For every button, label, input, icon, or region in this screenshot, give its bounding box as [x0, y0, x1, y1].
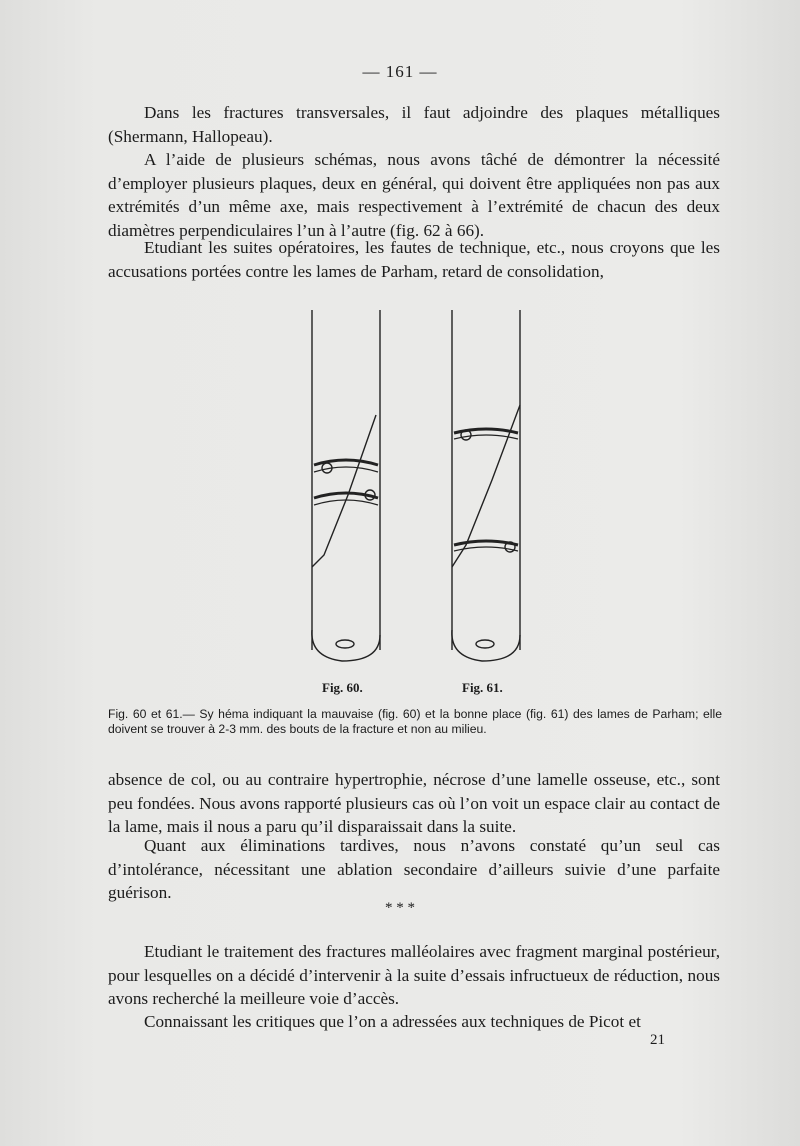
paragraph-3: Etudiant les suites opératoires, les fautes de technique, etc., nous croyons que les accusations portées contre les lames de Parham, retard de consolidation, [108, 238, 720, 281]
paragraph-1: Dans les fractures transversales, il faut adjoindre des plaques métalliques (Shermann, Hallopeau). [108, 103, 720, 146]
bone-fig-60 [312, 310, 380, 661]
signature-number: 21 [650, 1032, 665, 1048]
paragraph-7: Connaissant les critiques que l’on a adressées aux techniques de Picot et [144, 1012, 641, 1031]
figure-caption: Fig. 60 et 61.— Sy héma indiquant la mauvaise (fig. 60) et la bonne place (fig. 61) des lames de Parham; elle doivent se trouver à 2-3 mm. des bouts de la fracture et non au milieu. [108, 707, 722, 736]
page-number: — 161 — [362, 62, 438, 81]
bone-fig-61 [452, 310, 520, 661]
paragraph-2: A l’aide de plusieurs schémas, nous avons tâché de démontrer la nécessité d’employer plusieurs plaques, deux en général, qui doivent être appliquées non pas aux extrémités d’un même axe, mais respectivement à l’extrémité de chacun des deux diamètres perpendiculaires l’un à l’autre (fig. 62 à 66). [108, 150, 720, 240]
figure-label-60: Fig. 60. [322, 680, 363, 695]
figure-label-61: Fig. 61. [462, 680, 503, 695]
paragraph-4: absence de col, ou au contraire hypertrophie, nécrose d’une lamelle osseuse, etc., sont peu fondées. Nous avons rapporté plusieurs cas où l’on voit un espace clair au contact de la lame, mais il nous a paru qu’il disparaissait dans la suite. [108, 770, 720, 836]
section-separator: * * * [385, 900, 415, 916]
paragraph-6: Etudiant le traitement des fractures malléolaires avec fragment marginal postérieur, pour lesquelles on a décidé d’intervenir à la suite d’essais infructueux de réduction, nous avons recherché la meilleure voie d’accès. [108, 942, 720, 1008]
figure-bone-diagrams [290, 305, 550, 675]
paragraph-5: Quant aux éliminations tardives, nous n’avons constaté qu’un seul cas d’intolérance, nécessitant une ablation secondaire d’ailleurs suivie d’une parfaite guérison. [108, 836, 720, 902]
